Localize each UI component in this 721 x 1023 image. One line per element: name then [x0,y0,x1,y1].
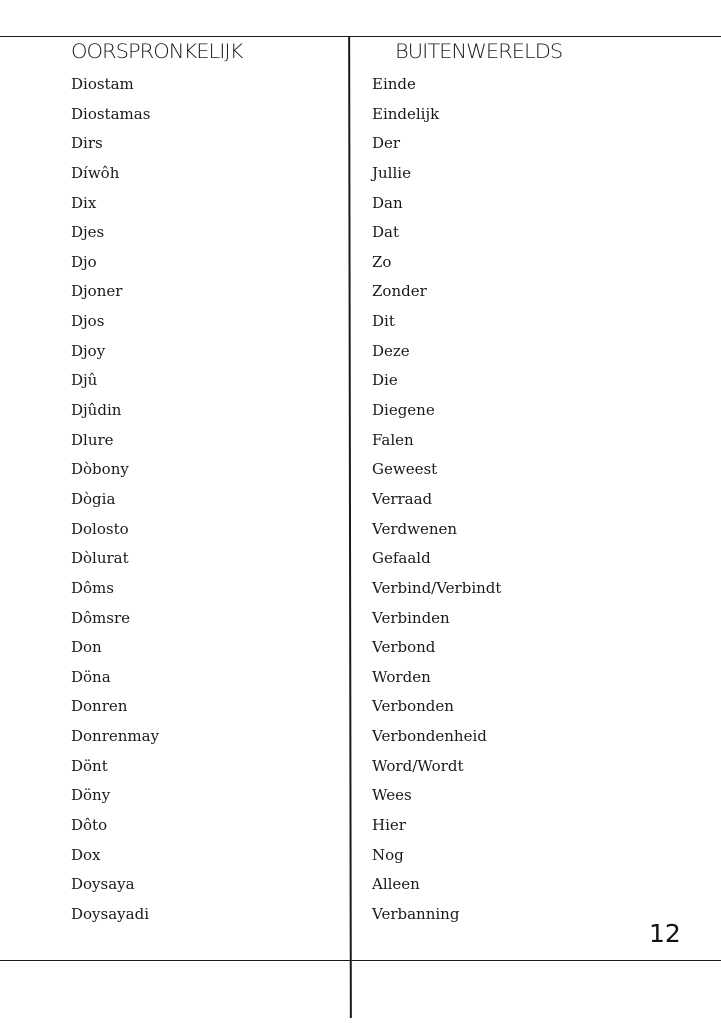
translated-word: Verbind/Verbindt [372,578,502,597]
original-word: Djûdin [71,401,122,420]
original-word: Dôto [71,816,108,835]
original-word: Dòlurat [71,549,129,568]
original-word: Dôms [71,578,114,597]
original-word: Djes [71,223,105,242]
original-word: Díwôh [71,163,120,182]
translated-word: Verbinden [372,608,450,627]
column-header-original: OORSPRONKELIJK [71,40,243,63]
translated-word: Nog [372,845,404,864]
translated-word: Alleen [372,875,420,894]
column-header-translation: BUITENWERELDS [395,40,563,63]
translated-word: Dit [372,312,395,331]
original-word: Döny [71,786,111,805]
original-word: Dox [71,845,101,864]
original-word: Döna [71,667,111,686]
original-word: Dômsre [71,608,131,627]
column-divider [348,36,351,1018]
translated-word: Geweest [372,460,438,479]
original-word: Djoy [71,341,106,360]
translated-word: Jullie [372,163,411,182]
translated-word: Worden [372,667,431,686]
original-word: Doysayadi [71,904,149,923]
original-word: Diostam [71,75,134,93]
page-number: 12 [649,919,681,948]
translated-word: Verbonden [372,697,454,716]
translated-word: Die [372,371,398,390]
translated-word: Verraad [372,489,433,508]
original-word: Dòbony [71,460,129,479]
original-word: Dönt [71,756,108,775]
translated-word: Verbond [372,638,436,657]
original-word-list [71,70,159,930]
original-word: Dirs [71,134,103,153]
translated-word: Zonder [372,282,427,301]
translated-word: Gefaald [372,549,431,568]
translated-word: Verdwenen [372,519,458,538]
top-rule [0,36,721,37]
translated-word: Falen [372,430,414,449]
translated-word: Eindelijk [372,104,440,123]
translated-word: Verbanning [372,904,460,923]
translated-word: Wees [372,786,412,805]
translated-word: Einde [372,75,416,93]
original-word: Donrenmay [71,727,160,746]
original-word: Dlure [71,430,114,449]
original-word: Diostamas [71,104,151,123]
original-word: Djos [71,312,105,331]
translated-word: Der [372,134,401,153]
original-word: Djoner [71,282,123,301]
original-word: Dix [71,193,97,212]
original-word: Djo [71,252,97,271]
translated-word: Word/Wordt [372,756,464,775]
translated-word: Verbondenheid [372,727,487,746]
original-word: Djû [71,371,98,390]
original-word: Doysaya [71,875,135,894]
original-word: Don [71,638,102,657]
translated-word: Diegene [372,401,435,420]
translated-word: Dat [372,223,399,242]
translated-word: Zo [372,252,392,271]
original-word: Donren [71,697,128,716]
bottom-rule [0,960,721,961]
translation-word-list [372,70,501,930]
translated-word: Deze [372,341,410,360]
translated-word: Hier [372,816,406,835]
original-word: Dògia [71,489,116,508]
original-word: Dolosto [71,519,129,538]
translated-word: Dan [372,193,403,212]
